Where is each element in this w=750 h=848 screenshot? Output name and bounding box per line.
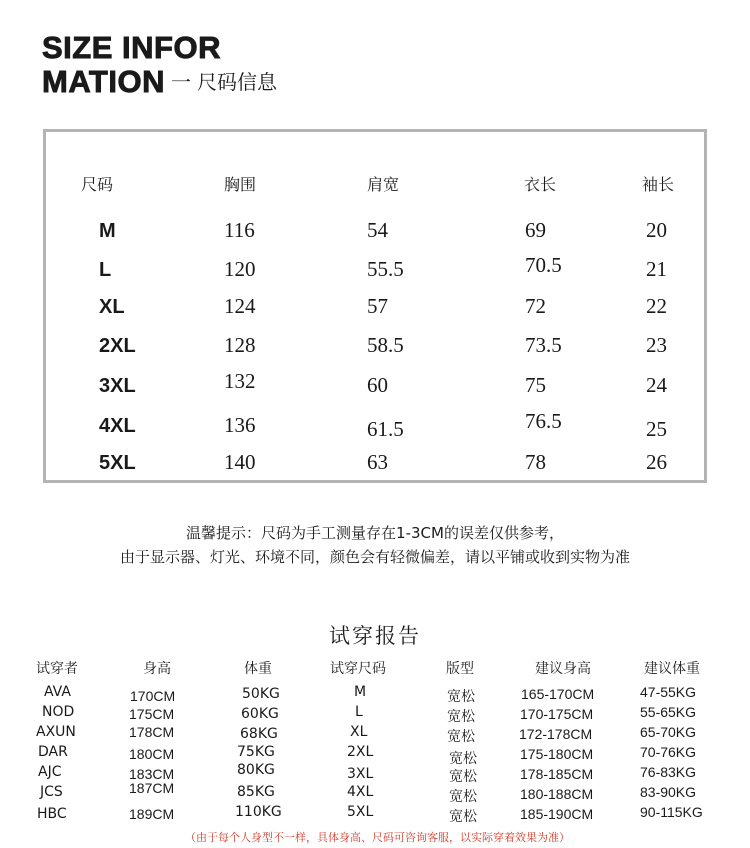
size-cell-chest: 140 <box>224 450 256 474</box>
size-cell-sleeve: 20 <box>646 218 667 242</box>
report-cell-weight: 60KG <box>241 706 279 722</box>
report-cell-height: 183CM <box>129 766 175 782</box>
report-cell-weight: 85KG <box>237 784 275 800</box>
report-cell-height: 178CM <box>129 724 175 740</box>
report-cell-height: 170CM <box>130 688 176 704</box>
report-cell-size: L <box>355 704 363 720</box>
report-cell-fit: 宽松 <box>447 689 475 705</box>
size-header-sleeve: 袖长 <box>642 175 675 194</box>
report-cell-size: 2XL <box>347 744 374 760</box>
size-cell-length: 73.5 <box>525 333 562 357</box>
report-cell-size: XL <box>350 724 368 740</box>
size-cell-length: 75 <box>525 373 546 397</box>
report-cell-size: 5XL <box>347 804 374 820</box>
report-cell-tester: HBC <box>37 806 67 822</box>
size-cell-chest: 124 <box>224 294 256 318</box>
size-cell-shoulder: 55.5 <box>367 257 404 281</box>
report-cell-suggest-weight: 47-55KG <box>640 684 697 700</box>
report-cell-fit: 宽松 <box>449 751 477 767</box>
report-cell-weight: 75KG <box>237 744 275 760</box>
size-cell-shoulder: 63 <box>367 450 388 474</box>
size-cell-shoulder: 58.5 <box>367 333 404 357</box>
report-cell-suggest-height: 165-170CM <box>521 686 595 702</box>
report-cell-weight: 68KG <box>240 726 278 742</box>
size-cell-shoulder: 54 <box>367 218 388 242</box>
report-header-suggest-weight: 建议体重 <box>644 661 700 677</box>
report-cell-fit: 宽松 <box>447 709 475 725</box>
report-cell-height: 187CM <box>129 780 175 796</box>
size-cell-sleeve: 21 <box>646 257 667 281</box>
report-cell-tester: JCS <box>40 784 63 800</box>
size-cell-size: 2XL <box>99 335 136 357</box>
report-cell-suggest-height: 170-175CM <box>520 706 594 722</box>
size-cell-size: 3XL <box>99 375 136 397</box>
report-cell-fit: 宽松 <box>449 769 477 785</box>
size-header-size: 尺码 <box>81 175 114 194</box>
report-cell-weight: 110KG <box>235 804 282 820</box>
report-cell-height: 189CM <box>129 806 175 822</box>
size-cell-sleeve: 24 <box>646 373 667 397</box>
report-cell-fit: 宽松 <box>447 729 475 745</box>
size-cell-length: 78 <box>525 450 546 474</box>
size-cell-sleeve: 26 <box>646 450 667 474</box>
report-cell-tester: NOD <box>42 704 75 720</box>
report-header-suggest-height: 建议身高 <box>535 661 591 677</box>
report-cell-suggest-weight: 83-90KG <box>640 784 697 800</box>
report-cell-suggest-height: 185-190CM <box>520 806 594 822</box>
title-line-1: SIZE INFOR <box>42 30 221 65</box>
report-cell-fit: 宽松 <box>449 809 477 825</box>
report-cell-suggest-height: 172-178CM <box>519 726 593 742</box>
report-header-size: 试穿尺码 <box>330 661 386 677</box>
tips-line-2: 由于显示器、灯光、环境不同，颜色会有轻微偏差，请以平铺或收到实物为准 <box>119 548 630 566</box>
size-cell-chest: 136 <box>224 413 256 437</box>
tips-line-1: 温馨提示：尺码为手工测量存在1-3CM的误差仅供参考， <box>186 524 564 542</box>
report-cell-height: 175CM <box>129 706 175 722</box>
size-table <box>43 129 707 483</box>
report-cell-weight: 50KG <box>242 686 280 702</box>
report-header-tester: 试穿者 <box>36 661 78 677</box>
size-header-length: 衣长 <box>524 175 557 194</box>
report-header-height: 身高 <box>143 661 171 677</box>
size-cell-chest: 128 <box>224 333 256 357</box>
size-cell-size: L <box>99 259 112 281</box>
report-title: 试穿报告 <box>329 624 421 648</box>
title-line-2 <box>42 66 277 97</box>
size-cell-sleeve: 23 <box>646 333 667 357</box>
report-cell-suggest-weight: 65-70KG <box>640 724 697 740</box>
title-line-2-text: MATION <box>42 64 165 99</box>
size-cell-shoulder: 57 <box>367 294 388 318</box>
report-cell-height: 180CM <box>129 746 175 762</box>
report-cell-size: M <box>354 684 367 700</box>
report-cell-suggest-height: 178-185CM <box>520 766 594 782</box>
report-cell-suggest-weight: 90-115KG <box>640 804 703 820</box>
size-cell-size: 4XL <box>99 415 136 437</box>
title-subtitle: 尺码信息 <box>196 72 277 94</box>
report-cell-tester: AVA <box>44 684 71 700</box>
size-cell-length: 69 <box>525 218 546 242</box>
report-cell-tester: DAR <box>38 744 68 760</box>
size-cell-chest: 116 <box>224 218 255 242</box>
report-cell-tester: AJC <box>38 764 62 780</box>
report-note: （由于每个人身型不一样，具体身高、尺码可咨询客服，以实际穿着效果为准） <box>185 831 570 844</box>
report-cell-suggest-height: 180-188CM <box>520 786 594 802</box>
size-cell-shoulder: 60 <box>367 373 388 397</box>
report-cell-suggest-weight: 76-83KG <box>640 764 697 780</box>
size-cell-length: 72 <box>525 294 546 318</box>
report-cell-suggest-weight: 55-65KG <box>640 704 697 720</box>
size-cell-chest: 120 <box>224 257 256 281</box>
report-cell-size: 3XL <box>347 766 374 782</box>
report-cell-fit: 宽松 <box>449 789 477 805</box>
report-cell-size: 4XL <box>347 784 374 800</box>
report-header-weight: 体重 <box>244 661 272 677</box>
size-cell-sleeve: 25 <box>646 417 667 441</box>
title-dash: 一 <box>170 72 191 94</box>
report-cell-suggest-height: 175-180CM <box>520 746 594 762</box>
size-cell-size: XL <box>99 296 125 318</box>
size-cell-chest: 132 <box>224 369 256 393</box>
size-cell-sleeve: 22 <box>646 294 667 318</box>
report-cell-suggest-weight: 70-76KG <box>640 744 697 760</box>
size-cell-length: 76.5 <box>525 409 562 433</box>
report-header-fit: 版型 <box>446 661 474 677</box>
size-header-shoulder: 肩宽 <box>367 175 400 194</box>
size-cell-shoulder: 61.5 <box>367 417 404 441</box>
report-cell-tester: AXUN <box>36 724 76 740</box>
size-cell-size: 5XL <box>99 452 136 474</box>
size-header-chest: 胸围 <box>224 175 257 194</box>
report-cell-weight: 80KG <box>237 762 275 778</box>
size-cell-size: M <box>99 220 116 242</box>
size-cell-length: 70.5 <box>525 253 562 277</box>
